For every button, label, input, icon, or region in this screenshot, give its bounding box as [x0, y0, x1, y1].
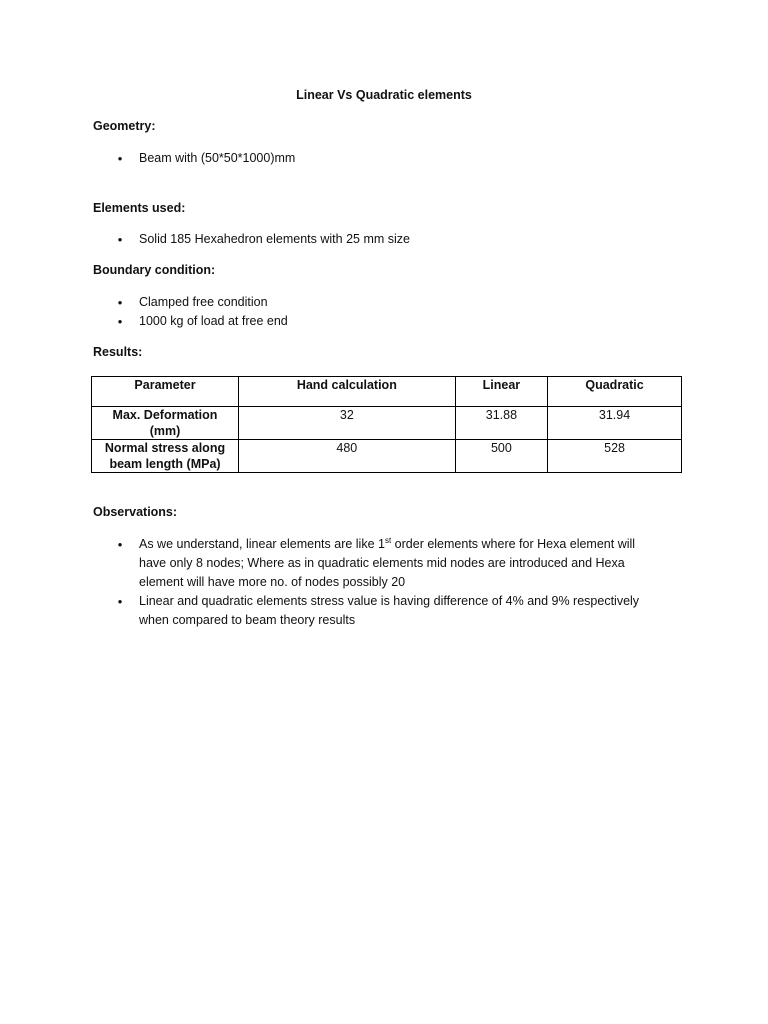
observation-line	[139, 537, 635, 551]
hand-calculation-cell: 480	[239, 440, 456, 473]
observation-line: element will have more no. of nodes possibly 20	[139, 575, 406, 589]
observations-heading: Observations:	[93, 505, 178, 519]
hand-calculation-cell: 32	[239, 407, 456, 440]
document-title: Linear Vs Quadratic elements	[296, 88, 472, 102]
parameter-line: beam length (MPa)	[109, 457, 221, 471]
observation-bullet-1	[115, 535, 675, 592]
elements-used-bullet	[115, 230, 675, 249]
results-table	[91, 376, 682, 473]
bullet-icon: •	[117, 232, 123, 247]
geometry-bullet	[115, 149, 675, 168]
parameter-line: Max. Deformation	[112, 408, 218, 422]
elements-used-heading: Elements used:	[93, 201, 186, 215]
parameter-cell	[92, 440, 239, 473]
table-header-row	[92, 377, 682, 407]
quadratic-cell: 528	[548, 440, 682, 473]
linear-cell: 500	[455, 440, 547, 473]
observation-line: have only 8 nodes; Where as in quadratic elements mid nodes are introduced and Hexa	[139, 556, 625, 570]
parameter-line: (mm)	[149, 424, 181, 438]
boundary-condition-heading: Boundary condition:	[93, 263, 216, 277]
observation-text: order elements where for Hexa element will	[391, 537, 636, 551]
geometry-heading: Geometry:	[93, 119, 156, 133]
results-heading: Results:	[93, 345, 143, 359]
column-header: Quadratic	[548, 377, 682, 407]
bullet-icon: •	[117, 537, 123, 552]
elements-used-item: Solid 185 Hexahedron elements with 25 mm size	[139, 232, 410, 246]
boundary-item: 1000 kg of load at free end	[139, 314, 288, 328]
observation-line: when compared to beam theory results	[139, 613, 356, 627]
parameter-line: Normal stress along	[104, 441, 226, 455]
observation-line: Linear and quadratic elements stress value is having difference of 4% and 9% respectively	[139, 594, 640, 608]
bullet-icon: •	[117, 151, 123, 166]
boundary-bullet-1	[115, 293, 675, 312]
bullet-icon: •	[117, 295, 123, 310]
observation-text: As we understand, linear elements are like 1	[139, 537, 385, 551]
column-header: Linear	[455, 377, 547, 407]
geometry-item: Beam with (50*50*1000)mm	[139, 151, 296, 165]
linear-cell: 31.88	[455, 407, 547, 440]
boundary-bullet-2	[115, 312, 675, 331]
parameter-cell	[92, 407, 239, 440]
boundary-item: Clamped free condition	[139, 295, 268, 309]
table-row	[92, 440, 682, 473]
observation-item	[139, 535, 675, 592]
observation-item	[139, 592, 675, 630]
bullet-icon: •	[117, 314, 123, 329]
quadratic-cell: 31.94	[548, 407, 682, 440]
column-header: Hand calculation	[239, 377, 456, 407]
table-row	[92, 407, 682, 440]
observation-bullet-2	[115, 592, 675, 630]
column-header: Parameter	[92, 377, 239, 407]
bullet-icon: •	[117, 594, 123, 609]
ordinal-suffix: st	[384, 535, 392, 545]
